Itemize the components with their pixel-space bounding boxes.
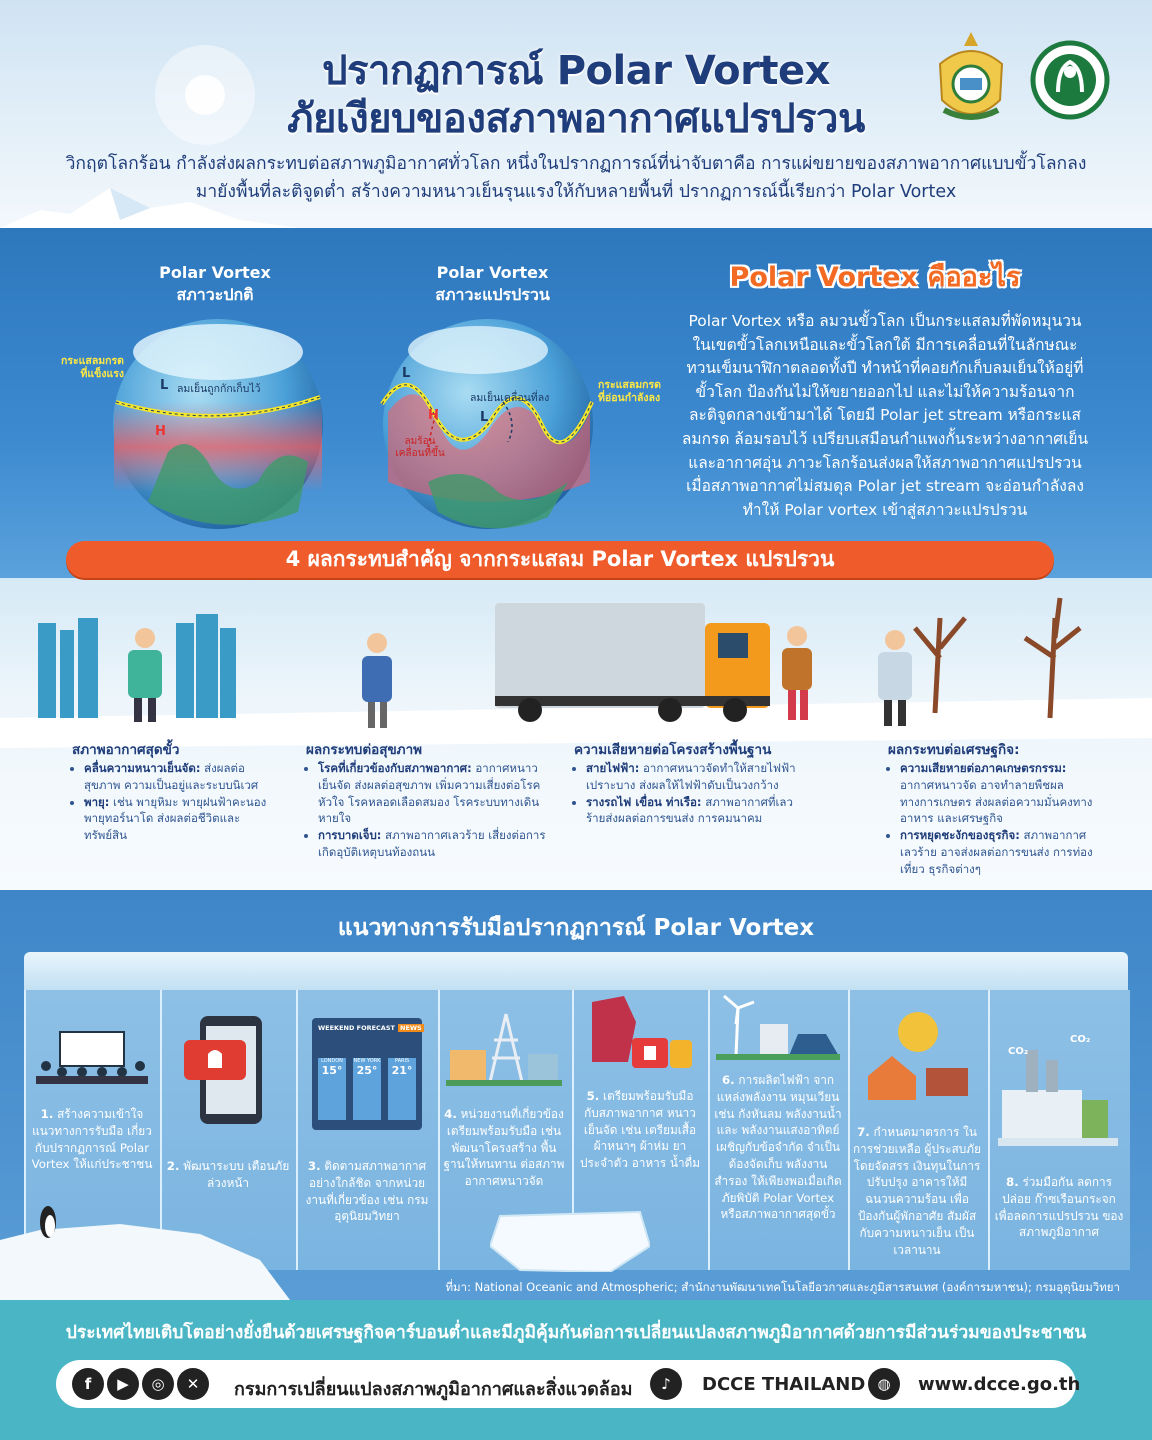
globe-unstable-title-line1: Polar Vortex	[436, 263, 549, 282]
step-4-text: 4. หน่วยงานที่เกี่ยวข้อง เตรียมพร้อมรับมือ เช่น พัฒนาโครงสร้าง พื้นฐานให้ทนทาน ต่อสภาพอากาศหนาวจัด	[443, 1107, 565, 1189]
ice-shelf-decoration	[24, 952, 1128, 992]
what-is-heading: Polar Vortex คืออะไร	[729, 262, 1021, 293]
website-link[interactable]: www.dcce.go.th	[918, 1374, 1081, 1395]
forecast-card-3: PARIS 21°	[388, 1058, 416, 1120]
presentation-icon	[32, 1028, 152, 1088]
impact-item: • พายุ: เช่น พายุหิมะ พายุฝนฟ้าคะนอง พายุทอร์นาโด ส่งผลต่อชีวิตและทรัพย์สิน	[84, 794, 272, 844]
globe-web-icon: ◍	[868, 1368, 900, 1400]
impact-card-extreme-weather	[72, 738, 272, 844]
impacts-banner: 4 ผลกระทบสำคัญ จากกระแสลม Polar Vortex แปรปรวน	[66, 541, 1054, 578]
step-8-text: 8. ร่วมมือกัน ลดการปล่อย ก๊าซเรือนกระจก เพื่อลดการแปรปรวน ของสภาพภูมิอากาศ	[994, 1175, 1124, 1240]
globe-unstable-title-line2: สภาวะแปรปรวน	[435, 285, 550, 304]
phone-alert-icon	[180, 1012, 270, 1127]
step-5-text: 5. เตรียมพร้อมรับมือ กับสภาพอากาศ หนาวเย็นจัด เช่น เตรียมเสื้อผ้าหนาๆ ผ้าห่ม ยาประจำตัว อาหาร น้ำดื่ม	[579, 1089, 701, 1171]
globe-normal-high-marker: H	[155, 424, 166, 439]
impact-item: • ความเสียหายต่อภาคเกษตรกรรม: อากาศหนาวจัด อาจทำลายพืชผลทางการเกษตร ส่งผลต่อความมั่นคงทางอาหาร และเศรษฐกิจ	[900, 760, 1098, 827]
page-title-line2: ภัยเงียบของสภาพอากาศแปรปรวน	[287, 96, 865, 142]
forecast-card-1: LONDON 15°	[318, 1058, 346, 1120]
impact-title: ผลกระทบต่อสุขภาพ	[306, 742, 423, 758]
government-seal-logo	[930, 30, 1012, 130]
step-2-text: 2. พัฒนาระบบ เตือนภัยล่วงหน้า	[166, 1159, 290, 1190]
globe-normal-title	[130, 262, 300, 306]
instagram-icon[interactable]: ◎	[142, 1368, 174, 1400]
step-7-text: 7. กำหนดมาตรการ ในการช่วยเหลือ ผู้ประสบภัย โดยจัดสรร เงินทุนในการปรับปรุง อาคารให้มีฉนวนความร้อน เพื่อป้องกันผู้พักอาศัย สัมผัสกับความหนาวเย็น เป็นเวลานาน	[853, 1125, 981, 1257]
step-6-text: 6. การผลิตไฟฟ้า จากแหล่งพลังงาน หมุนเวียน เช่น กังหันลม พลังงานน้ำ และ พลังงานแสงอาทิตย์ เผชิญกับข้อจำกัด จำเป็นต้องจัดเก็บ พลังงานสำรอง ให้เพียงพอเมื่อเกิด ภัยพิบัติ Polar Vortex หรือสภาพอากาศสุดขั้ว	[714, 1073, 842, 1222]
co2-label-right: CO₂	[1070, 1034, 1091, 1045]
impact-title: ผลกระทบต่อเศรษฐกิจ:	[888, 742, 1020, 758]
globe-unstable-high-marker: H	[428, 408, 439, 423]
impact-item: • รางรถไฟ เขื่อน ท่าเรือ: สภาพอากาศที่เลวร้ายส่งผลต่อการขนส่ง การคมนาคม	[586, 794, 804, 828]
impact-title: ความเสียหายต่อโครงสร้างพื้นฐาน	[574, 742, 772, 758]
globe-unstable-low-marker-left: L	[402, 366, 411, 381]
step-3-text: 3. ติดตามสภาพอากาศ อย่างใกล้ชิด จากหน่วยงานที่เกี่ยวข้อง เช่น กรมอุตุนิยมวิทยา	[305, 1159, 429, 1224]
forecast-heading: WEEKEND FORECAST	[318, 1024, 395, 1032]
impact-card-infrastructure	[574, 738, 804, 827]
power-infrastructure-icon	[446, 1010, 562, 1086]
forecast-news-badge: NEWS	[400, 1024, 422, 1032]
department-name: กรมการเปลี่ยนแปลงสภาพภูมิอากาศและสิ่งแวดล้อม	[234, 1379, 633, 1400]
dcce-logo	[1030, 32, 1110, 128]
funding-house-icon	[862, 1006, 974, 1102]
impact-item: • คลื่นความหนาวเย็นจัด: ส่งผลต่อสุขภาพ ความเป็นอยู่และระบบนิเวศ	[84, 760, 272, 794]
impact-item: • สายไฟฟ้า: อากาศหนาวจัดทำให้สายไฟฟ้าเปราะบาง ส่งผลให้ไฟฟ้าดับเป็นวงกว้าง	[586, 760, 804, 794]
globe-unstable-cold-label: ลมเย็นเคลื่อนที่ลง	[470, 392, 550, 404]
guidelines-title: แนวทางการรับมือปรากฏการณ์ Polar Vortex	[337, 915, 815, 941]
globe-unstable-title	[405, 262, 580, 306]
person-winter-coat	[128, 628, 162, 722]
intro-text: วิกฤตโลกร้อน กำลังส่งผลกระทบต่อสภาพภูมิอากาศทั่วโลก หนึ่งในปรากฏการณ์ที่น่าจับตาคือ การแผ่ขยายของสภาพอากาศแบบขั้วโลกลงมายังพื้นที่ละติจูดต่ำ สร้างความหนาวเย็นรุนแรงให้กับหลายพื้นที่ ปรากฏการณ์นี้เรียกว่า Polar Vortex	[65, 154, 1087, 202]
impact-title: สภาพอากาศสุดขั้ว	[72, 742, 180, 758]
forecast-card-2: NEW YORK 25°	[353, 1058, 381, 1120]
weather-forecast-icon	[312, 1018, 422, 1130]
tiktok-icon[interactable]: ♪	[650, 1368, 682, 1400]
globe-unstable-warm-label: ลมร้อน เคลื่อนที่ขึ้น	[395, 436, 445, 459]
renewable-energy-icon	[716, 988, 840, 1060]
x-twitter-icon[interactable]: ✕	[177, 1368, 209, 1400]
source-note: ที่มา: National Oceanic and Atmospheric; สำนักงานพัฒนาเทคโนโลยีอวกาศและภูมิสารสนเทศ (องค์การมหาชน); กรมอุตุนิยมวิทยา	[445, 1280, 1120, 1294]
facebook-icon[interactable]: f	[72, 1368, 104, 1400]
ice-floe-center	[490, 1206, 650, 1272]
impact-item: • โรคที่เกี่ยวข้องกับสภาพอากาศ: อากาศหนาวเย็นจัด ส่งผลต่อสุขภาพ เพิ่มความเสี่ยงต่อโรคหัวใจ โรคหลอดเลือดสมอง โรคระบบทางเดินหายใจ	[318, 760, 546, 827]
impact-card-economy	[888, 738, 1098, 878]
globe-normal-jet-label: กระแสลมกรด ที่แข็งแรง	[61, 355, 124, 380]
globe-normal-low-marker: L	[160, 378, 169, 393]
globe-normal-title-line1: Polar Vortex	[159, 263, 271, 282]
what-is-description: Polar Vortex หรือ ลมวนขั้วโลก เป็นกระแสลมที่พัดหมุนวนในเขตขั้วโลกเหนือและขั้วโลกใต้ มีการเคลื่อนที่ในลักษณะทวนเข็มนาฬิกาตลอดทั้งปี ทำหน้าที่คอยกักเก็บลมเย็นให้อยู่ที่ขั้วโลก ป้องกันไม่ให้ขยายออกไป และไม่ให้ความร้อนจากละติจูดกลางเข้ามาได้ โดยมี Polar jet stream หรือกระแสลมกรด ล้อมรอบไว้ เปรียบเสมือนกำแพงกั้นระหว่างอากาศเย็นและอากาศอุ่น ภาวะโลกร้อนส่งผลให้สภาพอากาศแปรปรวน เมื่อสภาพอากาศไม่สมดุล Polar jet stream จะอ่อนกำลังลง ทำให้ Polar vortex เข้าสู่สภาวะแปรปรวน	[681, 312, 1089, 519]
youtube-icon[interactable]: ▶	[107, 1368, 139, 1400]
globe-unstable-low-marker-center: L	[480, 410, 489, 425]
page-title-line1: ปรากฏการณ์ Polar Vortex	[322, 48, 830, 94]
globe-unstable-jet-label: กระแสลมกรด ที่อ่อนกำลังลง	[598, 379, 661, 404]
globe-normal-cold-label: ลมเย็นถูกกักเก็บไว้	[177, 383, 261, 395]
impact-item: • การหยุดชะงักของธุรกิจ: สภาพอากาศเลวร้าย อาจส่งผลต่อการขนส่ง การท่องเที่ยว ธุรกิจต่างๆ	[900, 827, 1098, 877]
truck-in-snow	[495, 603, 770, 722]
winter-supplies-icon	[584, 992, 696, 1076]
footer-slogan: ประเทศไทยเติบโตอย่างยั่งยืนด้วยเศรษฐกิจคาร์บอนต่ำและมีภูมิคุ้มกันต่อการเปลี่ยนแปลงสภาพภูมิอากาศด้วยการมีส่วนร่วมของประชาชน	[65, 1323, 1087, 1343]
globe-normal-illustration	[108, 312, 328, 534]
co2-label-left: CO₂	[1008, 1046, 1029, 1057]
globe-normal-title-line2: สภาวะปกติ	[176, 285, 254, 304]
tiktok-handle[interactable]: DCCE THAILAND	[702, 1374, 866, 1395]
step-1-text: 1. สร้างความเข้าใจ แนวทางการรับมือ เกี่ยวกับปรากฏการณ์ Polar Vortex ให้แก่ประชาชน	[31, 1107, 153, 1172]
impact-card-health	[306, 738, 546, 861]
ice-floe-left	[0, 1200, 300, 1300]
impact-item: • การบาดเจ็บ: สภาพอากาศเลวร้าย เสี่ยงต่อการเกิดอุบัติเหตุบนท้องถนน	[318, 827, 546, 861]
